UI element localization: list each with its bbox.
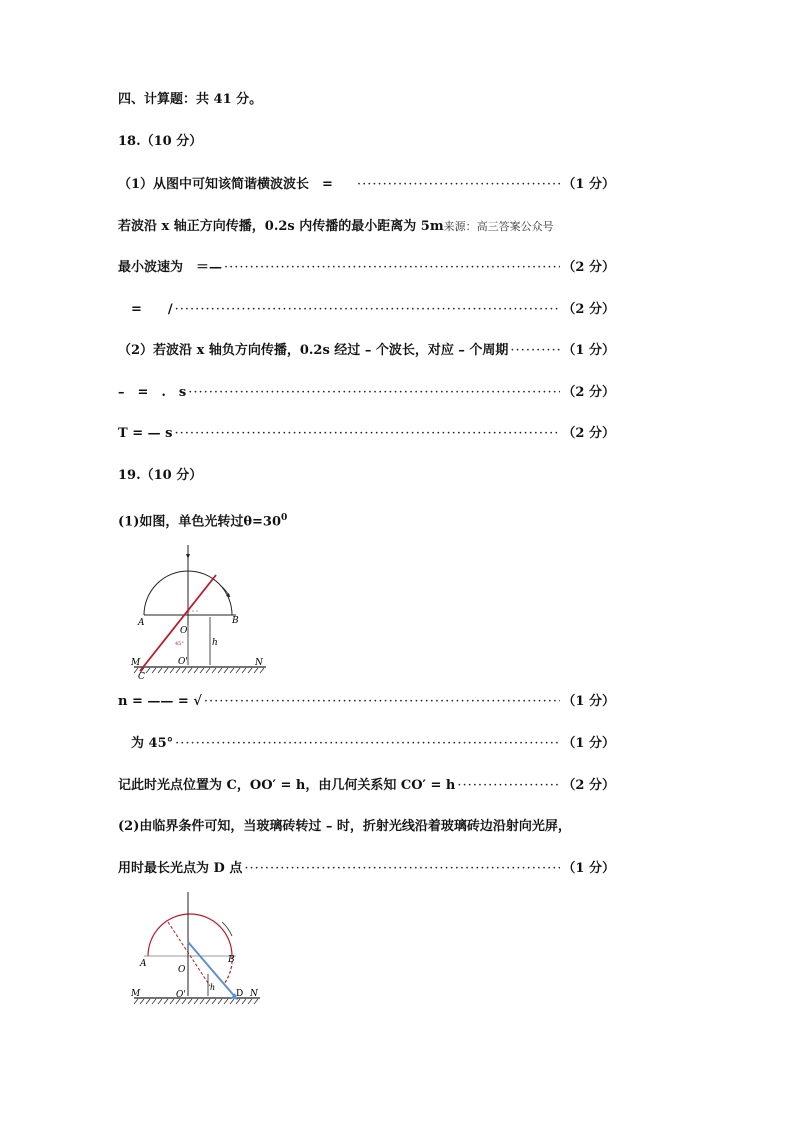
q18-line-7-score: （2 分） xyxy=(562,426,615,441)
q19-line-2-score: （1 分） xyxy=(562,694,615,709)
dot-leader xyxy=(175,299,561,321)
label-angle: 45° xyxy=(175,641,184,647)
label-h: h xyxy=(212,638,218,648)
q19-line-3-text: 为 45° xyxy=(118,736,174,751)
q18-line-3 xyxy=(118,257,615,279)
q19-line-2 xyxy=(118,691,615,713)
q18-line-5 xyxy=(118,340,615,362)
q18-line-5-text: （2）若波沿 x 轴负方向传播，0.2s 经过 – 个波长，对应 – 个周期 xyxy=(118,343,509,358)
label-c: C xyxy=(138,672,145,680)
q19-line-6 xyxy=(118,858,615,880)
rotated-semicircle xyxy=(148,914,232,956)
q18-line-6-score: （2 分） xyxy=(562,385,615,400)
q19-line-6-text: 用时最长光点为 D 点 xyxy=(118,861,243,876)
q19-line-1-text: (1)如图，单色光转过θ=30 xyxy=(118,514,282,530)
label-o: O xyxy=(180,626,188,636)
q19-title: 19.（10 分） xyxy=(118,468,203,483)
rotation-arrow-icon xyxy=(222,922,232,936)
degree-superscript: 0 xyxy=(281,513,288,523)
source-note: 来源：高三答案公众号 xyxy=(443,220,554,233)
figure-1-diagram xyxy=(128,545,270,680)
q18-line-6 xyxy=(118,382,615,404)
q18-line-5-score: （1 分） xyxy=(562,343,615,358)
label-b: B xyxy=(232,616,239,626)
ground-hatch xyxy=(134,668,264,673)
q18-line-3-score: （2 分） xyxy=(562,260,615,275)
ray-arrow-icon xyxy=(186,554,190,559)
q18-line-3-text: 最小波速为 ＝— xyxy=(118,260,223,275)
label-m: M xyxy=(131,989,141,999)
q19-line-5: (2)由临界条件可知，当玻璃砖转过 – 时，折射光线沿着玻璃砖边沿射向光屏， xyxy=(118,819,571,834)
q18-line-2 xyxy=(118,216,554,238)
q18-title: 18.（10 分） xyxy=(118,134,203,149)
label-n: N xyxy=(250,989,258,999)
label-n: N xyxy=(255,658,263,668)
label-o-prime: O' xyxy=(176,990,186,1000)
dot-leader xyxy=(224,257,560,279)
q18-line-1-text: （1）从图中可知该简谐横波波长 = xyxy=(118,177,333,192)
q18-line-1-score: （1 分） xyxy=(562,177,615,192)
q19-line-3 xyxy=(118,733,615,755)
dot-leader xyxy=(188,382,560,404)
dot-leader xyxy=(175,733,560,755)
dot-leader xyxy=(174,423,560,445)
q19-line-2-text: n = —— = √ xyxy=(118,694,202,709)
dot-leader xyxy=(204,691,561,713)
rotated-diameter xyxy=(168,922,210,986)
ground-hatch xyxy=(134,999,258,1004)
q18-line-4-score: （2 分） xyxy=(562,302,615,317)
q19-line-1 xyxy=(118,507,287,533)
q18-line-6-text: – = . s xyxy=(118,385,187,400)
dot-leader xyxy=(244,858,560,880)
dot-leader xyxy=(510,340,560,362)
label-h: h xyxy=(210,983,216,992)
label-a: A xyxy=(140,959,147,969)
q19-line-3-score: （1 分） xyxy=(562,736,615,751)
q18-line-2-text: 若波沿 x 轴正方向传播，0.2s 内传播的最小距离为 5m xyxy=(118,219,444,234)
label-d: D xyxy=(236,989,244,999)
q18-line-1 xyxy=(118,174,615,196)
label-o-prime: O' xyxy=(178,657,188,667)
q19-line-4-score: （2 分） xyxy=(562,778,615,793)
q18-line-4-text: = / xyxy=(118,302,173,317)
q19-line-4 xyxy=(118,775,615,797)
dot-leader xyxy=(457,775,560,797)
q18-line-7 xyxy=(118,423,615,445)
q18-line-7-text: T = — s xyxy=(118,426,173,441)
label-o: O xyxy=(178,965,186,975)
label-b: B xyxy=(228,955,235,965)
figure-2-diagram xyxy=(128,892,270,1014)
label-m: M xyxy=(131,658,141,668)
section-header: 四、计算题：共 41 分。 xyxy=(118,92,263,107)
dot-leader xyxy=(357,174,560,196)
q19-line-6-score: （1 分） xyxy=(562,861,615,876)
q19-line-4-text: 记此时光点位置为 C，OO′ = h，由几何关系知 CO′ = h xyxy=(118,778,456,793)
q18-line-4 xyxy=(118,299,615,321)
label-a: A xyxy=(138,618,145,628)
